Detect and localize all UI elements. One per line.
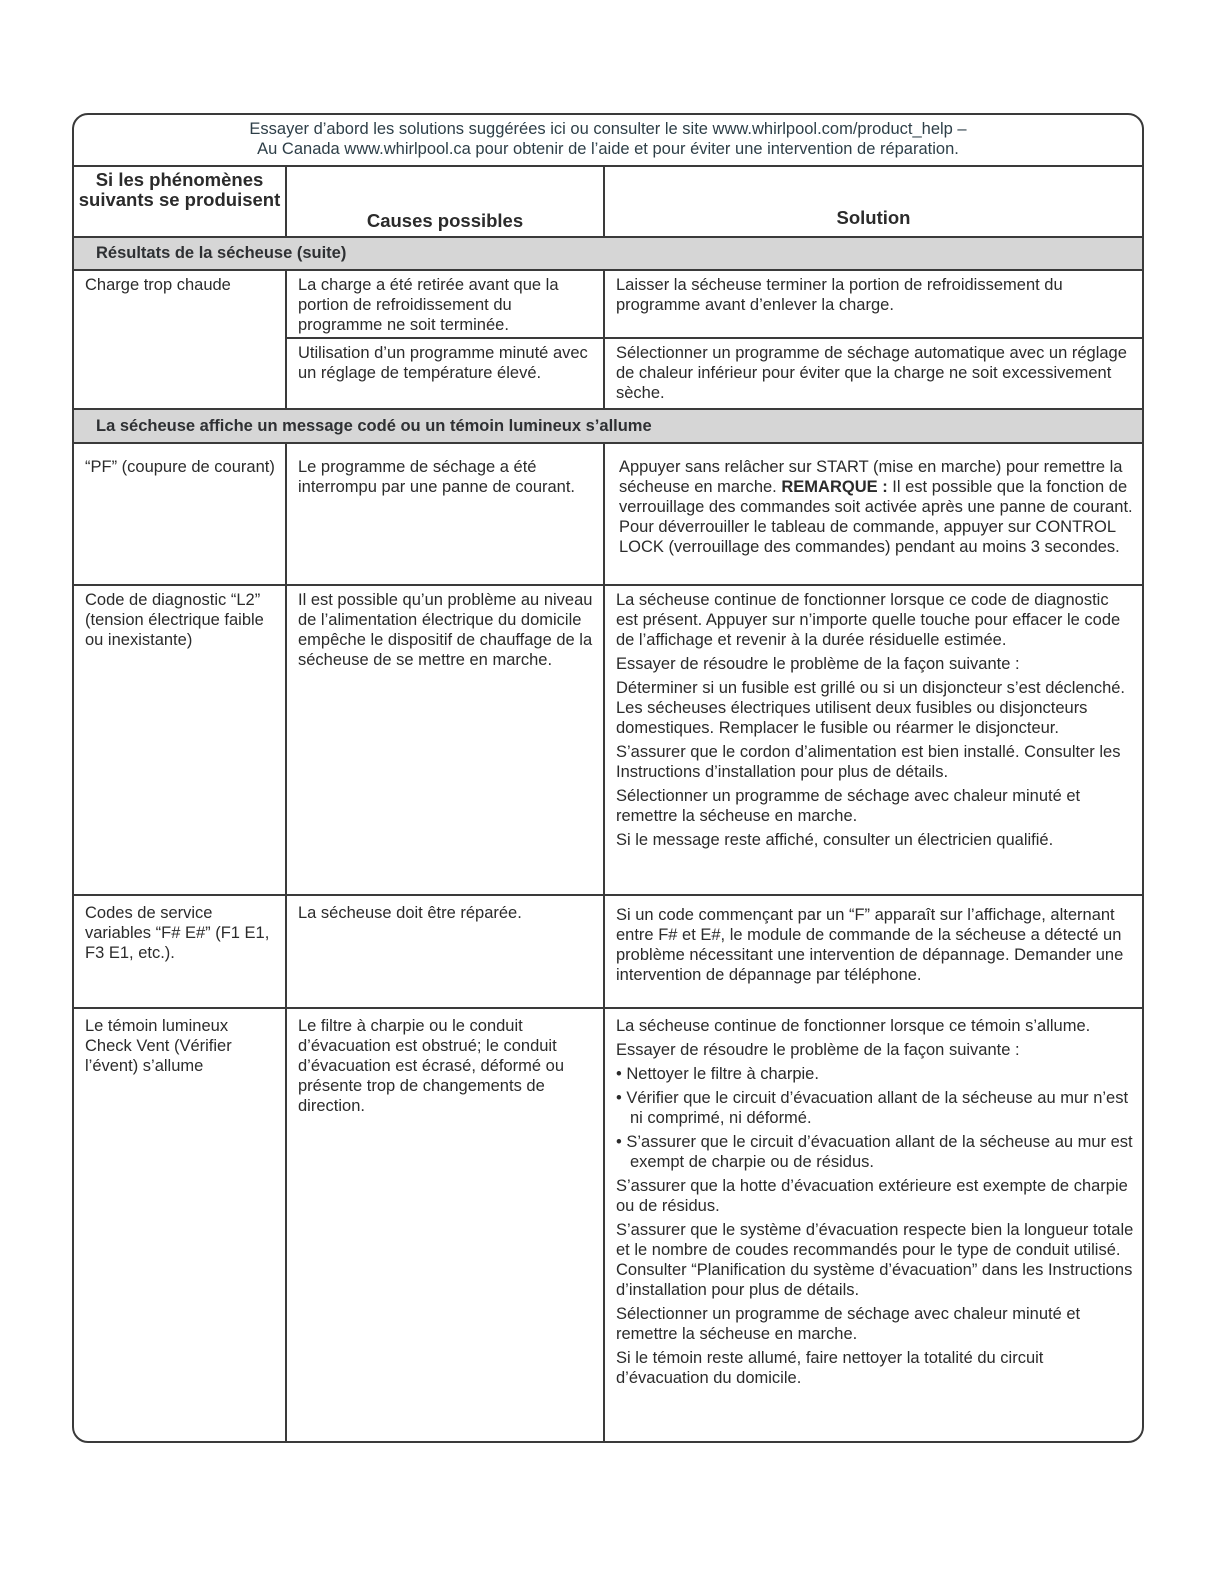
solution-paragraph: Si le message reste affiché, consulter un électricien qualifié. [616, 831, 1054, 849]
problem-cell: Code de diagnostic “L2” (tension électrique faible ou inexistante) [74, 586, 287, 894]
sub-row [287, 271, 1142, 339]
problem-cell: Charge trop chaude [74, 271, 287, 408]
solution-cell: Si un code commençant par un “F” apparaît sur l’affichage, alternant entre F# et E#, le module de commande de la sécheuse a détecté un problème nécessitant une intervention de dépannage. Demander une intervention de dépannage par téléphone. [616, 906, 1124, 984]
cause-cell: Le filtre à charpie ou le conduit d’évacuation est obstrué; le conduit d’évacuation est écrasé, déformé ou présente trop de changements de direction. [287, 1009, 605, 1441]
table-header [74, 167, 1142, 238]
section-header-results: Résultats de la sécheuse (suite) [74, 238, 1142, 271]
solution-text: Il est possible que la fonction de verrouillage des commandes soit activée après une panne de courant. Pour déverrouiller le tableau de commande, appuyer sur CONTROL LOCK (verrouillage des commandes) pendant au moins 3 secondes. [619, 478, 1133, 556]
bullet-item: • Nettoyer le filtre à charpie. [616, 1065, 819, 1083]
cause-cell: La charge a été retirée avant que la portion de refroidissement du programme ne soit terminée. [287, 271, 605, 337]
header-causes-label: Causes possibles [366, 210, 524, 231]
solution-paragraph: S’assurer que la hotte d’évacuation extérieure est exempte de charpie ou de résidus. [616, 1177, 1128, 1215]
solution-paragraph: Sélectionner un programme de séchage avec chaleur minuté et remettre la sécheuse en marche. [616, 1305, 1081, 1343]
solution-paragraph: La sécheuse continue de fonctionner lorsque ce code de diagnostic est présent. Appuyer sur n’importe quelle touche pour effacer le code de l’affichage et revenir à la durée résiduelle estimée. [616, 591, 1121, 649]
solution-paragraph: S’assurer que le cordon d’alimentation est bien installé. Consulter les Instructions d’installation pour plus de détails. [616, 743, 1121, 781]
troubleshooting-table [72, 113, 1144, 1443]
solution-cell [605, 444, 1142, 584]
solution-cell: Laisser la sécheuse terminer la portion de refroidissement du programme avant d’enlever la charge. [616, 276, 1063, 314]
table-row [74, 1009, 1142, 1441]
table-row [74, 444, 1142, 586]
solution-paragraph: Essayer de résoudre le problème de la façon suivante : [616, 655, 1020, 673]
cause-cell: Le programme de séchage a été interrompu par une panne de courant. [287, 444, 605, 584]
cause-cell: Utilisation d’un programme minuté avec un réglage de température élevé. [287, 339, 605, 408]
solution-paragraph: Essayer de résoudre le problème de la façon suivante : [616, 1041, 1020, 1059]
intro-line-1: Essayer d’abord les solutions suggérées ici ou consulter le site www.whirlpool.com/product_help – [249, 120, 967, 138]
bullet-item: • S’assurer que le circuit d’évacuation allant de la sécheuse au mur est exempt de charpie ou de résidus. [616, 1133, 1133, 1171]
solution-cell: Sélectionner un programme de séchage automatique avec un réglage de chaleur inférieur pour éviter que la charge ne soit excessivement sèche. [616, 344, 1127, 402]
sub-rows [287, 271, 1142, 408]
table-row [74, 586, 1142, 896]
section-header-codes: La sécheuse affiche un message codé ou un témoin lumineux s’allume [74, 410, 1142, 444]
solution-paragraph: La sécheuse continue de fonctionner lorsque ce témoin s’allume. [616, 1017, 1091, 1035]
sub-row [287, 339, 1142, 408]
header-causes [287, 167, 605, 236]
intro-banner [74, 115, 1142, 167]
solution-paragraph: S’assurer que le système d’évacuation respecte bien la longueur totale et le nombre de coudes recommandés pour le type de conduit utilisé. Consulter “Planification du système d’évacuation” dans les Instructions d’installation pour plus de détails. [616, 1221, 1134, 1299]
solution-paragraph: Déterminer si un fusible est grillé ou si un disjoncteur s’est déclenché. Les sécheuses électriques utilisent deux fusibles ou disjoncteurs domestiques. Remplacer le fusible ou réarmer le disjoncteur. [616, 679, 1126, 737]
bullet-item: • Vérifier que le circuit d’évacuation allant de la sécheuse au mur n’est ni comprimé, ni déformé. [616, 1089, 1129, 1127]
note-label: REMARQUE : [781, 478, 888, 496]
table-row [74, 271, 1142, 410]
header-problem: Si les phénomènes suivants se produisent [74, 167, 287, 236]
cause-cell: La sécheuse doit être réparée. [287, 896, 605, 1007]
solution-cell [605, 586, 1142, 894]
solution-paragraph: Si le témoin reste allumé, faire nettoyer la totalité du circuit d’évacuation du domicile. [616, 1349, 1044, 1387]
solution-text: Appuyer sans relâcher sur START (mise en marche) pour remettre la sécheuse en marche. [619, 458, 1123, 496]
problem-cell: Codes de service variables “F# E#” (F1 E1, F3 E1, etc.). [74, 896, 287, 1007]
table-row [74, 896, 1142, 1009]
problem-cell: Le témoin lumineux Check Vent (Vérifier l’évent) s’allume [74, 1009, 287, 1441]
cause-cell: Il est possible qu’un problème au niveau de l’alimentation électrique du domicile empêche le dispositif de chauffage de la sécheuse de se mettre en marche. [287, 586, 605, 894]
header-solution [605, 167, 1142, 236]
solution-cell [605, 1009, 1142, 1441]
intro-line-2: Au Canada www.whirlpool.ca pour obtenir de l’aide et pour éviter une intervention de réparation. [257, 140, 959, 158]
problem-cell: “PF” (coupure de courant) [74, 444, 287, 584]
solution-paragraph: Sélectionner un programme de séchage avec chaleur minuté et remettre la sécheuse en marche. [616, 787, 1081, 825]
header-solution-label: Solution [836, 207, 911, 228]
